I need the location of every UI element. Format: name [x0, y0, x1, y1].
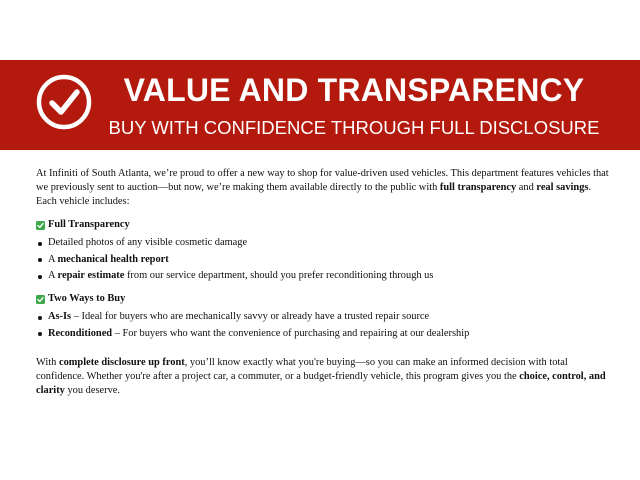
checkbox-icon	[36, 221, 45, 230]
list-item: Detailed photos of any visible cosmetic damage	[36, 236, 610, 250]
intro-text-3: . Each vehicle includes:	[36, 182, 592, 207]
section-heading-two-ways-to-buy	[36, 292, 610, 306]
banner-title: VALUE AND TRANSPARENCY	[123, 72, 585, 108]
two-ways-list	[36, 310, 610, 341]
checkbox-icon	[36, 295, 45, 304]
banner-subtitle: BUY WITH CONFIDENCE THROUGH FULL DISCLOSURE	[108, 117, 600, 138]
intro-bold-2: real savings	[536, 182, 589, 193]
list-item: A repair estimate from our service department, should you prefer reconditioning through us	[36, 269, 610, 283]
section-heading-full-transparency	[36, 218, 610, 232]
intro-paragraph	[36, 167, 610, 209]
content	[36, 167, 610, 398]
section-heading-text: Full Transparency	[48, 219, 130, 230]
check-circle-icon	[36, 74, 92, 130]
list-item: Reconditioned – For buyers who want the convenience of purchasing and repairing at our dealership	[36, 327, 610, 341]
closing-paragraph: With complete disclosure up front, you’ll know exactly what you're buying—so you can make an informed decision with total confidence. Whether you're after a project car, a commuter, or a budget-friendly vehicle, this program gives you the choice, control, and clarity you deserve.	[36, 356, 606, 396]
intro-bold-1: full transparency	[439, 182, 517, 193]
hero-banner	[0, 60, 640, 150]
full-transparency-list	[36, 236, 610, 283]
intro-text-1: At Infiniti of South Atlanta, we’re proud to offer a new way to shop for value-driven used vehicles. This department features vehicles that we previously sent to auction—but now, we’re making them available directly to the public with	[36, 168, 609, 193]
list-item: A mechanical health report	[36, 253, 610, 267]
list-item: As-Is – Ideal for buyers who are mechanically savvy or already have a trusted repair source	[36, 310, 610, 324]
section-heading-text: Two Ways to Buy	[48, 293, 126, 304]
intro-text-2: and	[516, 182, 537, 193]
